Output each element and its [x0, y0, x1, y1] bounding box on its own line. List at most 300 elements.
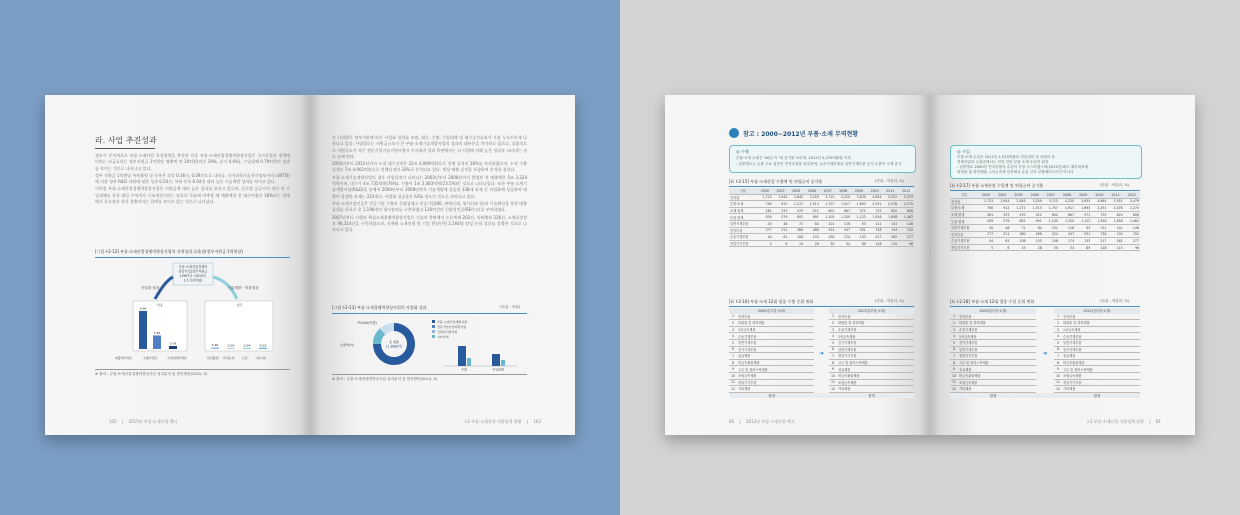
table-cell: 96 [1124, 244, 1140, 251]
rank-industry: 섬유제품 [958, 366, 1036, 373]
rank-number: 6 [729, 346, 737, 353]
table-cell: 735 [1091, 211, 1107, 218]
table-cell: 54 [1059, 244, 1075, 251]
rank-industry: 전자부품 [837, 314, 914, 320]
table-cell: 579 [773, 214, 789, 221]
rank-industry: 고무 및 플라스틱제품 [958, 359, 1036, 366]
bar-4 [227, 348, 235, 349]
table-row [950, 353, 1036, 360]
table-cell: 부품·소재 [950, 205, 978, 212]
bar-value-label: 9.96 [139, 306, 147, 311]
table-cell: 3,635 [851, 194, 867, 201]
table-title: [표 Ⅰ-2-17] 부품·소재산업 수입액 및 연평균비 증가율 [950, 183, 1044, 188]
table-unit: (단위 : 억달러, %) [1100, 299, 1130, 303]
table-cell: 217 [867, 234, 883, 241]
table-row [950, 379, 1036, 386]
footer-title: 2015년 부품·소재산업 백서 [128, 419, 178, 424]
legend-swatch [432, 330, 435, 333]
table-cell: 6 [994, 244, 1010, 251]
rank-industry: 1차금속제품 [737, 326, 814, 333]
table-cell: 부품 합계 [950, 218, 978, 225]
ranking-tables [950, 308, 1140, 398]
table-cell: 72 [1010, 224, 1026, 231]
table-row [1054, 339, 1140, 346]
table-row [729, 227, 914, 234]
table-cell: 93 [1075, 224, 1091, 231]
rank-industry: 정밀기기부품 [837, 353, 914, 360]
table-row [729, 194, 914, 201]
ranking-tables [729, 308, 914, 398]
ranking-table-2000 [729, 314, 814, 393]
page-number: 81 [1155, 419, 1161, 424]
table-cell: 808 [1124, 211, 1140, 218]
footer-title: 2013년 부품·소재산업 백서 [746, 419, 795, 424]
table-header-cell: 2000 [978, 192, 994, 198]
table-cell: 277 [898, 234, 914, 241]
table-cell: 30 [820, 240, 836, 247]
table-row [1054, 386, 1140, 393]
table-cell: 부품 합계 [729, 214, 757, 221]
table-cell: 1,556 [1091, 218, 1107, 225]
table-cell: 174 [835, 234, 851, 241]
import-table [950, 192, 1140, 251]
left-book-right-page [310, 95, 575, 435]
arrow-right-icon: ➜ [818, 349, 825, 357]
rank-industry: 기타제품 [1062, 386, 1140, 393]
rank-industry: 화합물 및 화학제품 [958, 320, 1036, 327]
note-line: 부품·소재 수출은 '00년 이 '에 증가를 보이며, 2012년 2,270억불을 기록 [736, 156, 851, 160]
table-row [950, 211, 1140, 218]
table-row [729, 353, 814, 360]
table-cell: 전산업 [729, 194, 757, 201]
table-cell: 수송기계부품 [729, 234, 757, 241]
table-header-cell: 2005 [1010, 192, 1026, 198]
heading-bullet-icon [729, 128, 739, 138]
table-row [950, 244, 1140, 251]
rank-number: 5 [729, 339, 737, 346]
table-cell: 602 [1043, 211, 1059, 218]
table-cell: 820 [883, 207, 899, 214]
footer-label: Ⅰ-2 부품·소재산업 지원정책 현황 [464, 419, 522, 424]
table-cell: 158 [1043, 238, 1059, 245]
table-row [950, 359, 1036, 366]
table-cell: 602 [820, 207, 836, 214]
table-cell: 128 [867, 240, 883, 247]
table-header-cell: 2008 [835, 188, 851, 194]
table-cell: 2,291 [1091, 205, 1107, 212]
table-cell: 일반기계부품 [950, 224, 978, 231]
table-row [829, 353, 914, 360]
table-cell: 부품·소재 [729, 201, 757, 208]
rank-industry: 전기기계부품 [1062, 346, 1140, 353]
ranking-table-2012 [1054, 314, 1140, 393]
rank-industry: 전기기계부품 [737, 346, 814, 353]
table-row [1054, 320, 1140, 327]
table-cell: 531 [851, 227, 867, 234]
rank-industry: 조립금속제품 [837, 379, 914, 386]
table-title: [표 Ⅰ-2-15] 부품·소재산업 수출액 및 연평균비 증가율 [729, 179, 823, 184]
ranking-total: 합계 [1093, 393, 1101, 398]
table-row [829, 333, 914, 340]
table-cell: 133 [1027, 238, 1043, 245]
table-cell: 1,250 [1059, 218, 1075, 225]
table-header-cell: 2010 [867, 188, 883, 194]
table-cell: 738 [867, 227, 883, 234]
ranking-col-header: 2012년(부품·소재) [1054, 308, 1140, 314]
table-cell: 133 [1075, 238, 1091, 245]
table-row [729, 234, 914, 241]
table-cell: 1,513 [1027, 205, 1043, 212]
table-cell: 1,944 [773, 194, 789, 201]
rank-industry: 1차금속제품 [958, 333, 1036, 340]
table-cell: 1,658 [1108, 218, 1124, 225]
bar-value-label: 0.09 [227, 343, 235, 348]
table-cell: 1,723 [757, 194, 773, 201]
table-row [729, 379, 814, 386]
table-cell: 509 [757, 214, 773, 221]
rank-industry: 수송기계부품 [737, 333, 814, 340]
table-row [729, 207, 914, 214]
table-row [829, 379, 914, 386]
paragraph: 2002년부터 2012년까지 누적 대수실적은 22조 4,909억원으로 전체 실적의 38%를 차지하였으며, 누적 수출실적도 7조 4,902억원으로 전체실적의 33%로 분석되고 있다. 세상 매출 실적을 포함하여 분석한 결과다. [332, 161, 527, 173]
note-title: ◎ 수입 [957, 149, 971, 154]
table-cell: 158 [820, 234, 836, 241]
rank-industry: 비금속광물제품 [837, 372, 914, 379]
rank-number: 5 [950, 339, 958, 346]
table-cell: 1,556 [867, 214, 883, 221]
table-cell: 93 [851, 220, 867, 227]
rank-number: 4 [1054, 333, 1062, 340]
table-cell: 1,707 [1043, 205, 1059, 212]
rank-number: 2 [1054, 320, 1062, 327]
bar-value-label: 0.04 [243, 343, 251, 348]
table-row [1054, 333, 1140, 340]
note-line: - 업종별로는 수출 주요 업종인 전자부품을 비롯하여, 수송기계부품과 일반기계부품 등이 수출이 크게 증가 [736, 162, 902, 166]
group-label: 성과 [236, 303, 242, 307]
table-cell: 정밀기기부품 [950, 244, 978, 251]
table-row [950, 366, 1036, 373]
table-cell: 1,105 [1043, 218, 1059, 225]
table-cell: 1,513 [804, 201, 820, 208]
top-box-line: 향상사업(정부지원금 [178, 269, 208, 274]
rank-number: 11 [830, 380, 836, 385]
bar-import-sub [492, 354, 500, 366]
table-cell: 28 [804, 240, 820, 247]
table-cell: 전산업 [950, 198, 978, 205]
bar-value-label: 0.79 [169, 341, 177, 346]
page-footer: 102 | 2015년 부품·소재산업 백서 [109, 419, 178, 424]
table-row [829, 346, 914, 353]
ranking-col-header: 2000년(부품·소재) [950, 308, 1036, 314]
table-row [729, 386, 814, 393]
table-cell: 2,291 [867, 201, 883, 208]
table-cell: 571 [851, 207, 867, 214]
ranking-total: 합계 [868, 393, 875, 398]
figure-unit: (단위 : 억원) [500, 305, 521, 309]
note-line: - 업종별로 2000년 전자부품의 수입이 가장 두드러졌으며(2012년)에도 제리대표에 [957, 165, 1089, 169]
table-cell: 3,715 [820, 194, 836, 201]
page-footer: Ⅰ-2 부품·소재산업 지원정책 현황 | 81 [1087, 419, 1161, 424]
table-header-cell: 2006 [1027, 192, 1043, 198]
table-cell: 579 [994, 218, 1010, 225]
ranking-table-2012 [829, 314, 914, 393]
table-cell: 115 [1108, 244, 1124, 251]
table-row [950, 224, 1140, 231]
table-row [729, 214, 914, 221]
section-heading: 라. 사업 추진성과 [95, 136, 157, 145]
rank-number: 4 [950, 333, 958, 340]
table-cell: 333 [994, 211, 1010, 218]
table-cell: 509 [978, 218, 994, 225]
table-cell: 702 [898, 227, 914, 234]
table-cell: 5,479 [1124, 198, 1140, 205]
table-rule [729, 186, 914, 187]
rank-number: 10 [830, 373, 836, 378]
rank-number: 6 [1054, 346, 1062, 353]
rank-number: 1 [950, 314, 958, 320]
table-cell: 44 [978, 238, 994, 245]
table-cell: 1,707 [820, 201, 836, 208]
table-row [1054, 326, 1140, 333]
paragraph: 부품·소재기업인증은 인증기업 수출의 신뢰성제고 인증기업(RE, 판매신뢰, 평가신뢰 등)과 기술확산을 통한 매출증대를 목표로 총 1,196개의 평가장비를 구축하였고 130여건의 신뢰성인증(RE마크)을 부여하였다. [332, 200, 527, 213]
rank-number: 9 [829, 366, 837, 373]
bar-export-2 [467, 358, 471, 366]
legend-swatch [432, 335, 435, 338]
table-row [829, 366, 914, 373]
axis-category: 특허등록 [223, 356, 235, 360]
table-header-cell: 2008 [1059, 192, 1075, 198]
table-cell: 28 [1027, 244, 1043, 251]
table-cell: 311 [773, 227, 789, 234]
table-cell: 380 [788, 227, 804, 234]
table-row [1054, 379, 1140, 386]
paragraph: 정부 지원금 1억원당 특허출원 및 등록은 각각 0.36건, 0.09건으로 나타나, 국가과학기술지식정보서비스(NTIS)에 의한 정부 R&D 지원에 대한 성과 0.54건, 특허 등록 0.04건 대비 높은 기술개발 성과를 보이고 있다. [95, 172, 290, 185]
bar-category: 수출 [461, 367, 467, 372]
table-cell: 571 [1075, 211, 1091, 218]
table-cell: 524 [1043, 231, 1059, 238]
rank-number: 5 [829, 339, 837, 346]
table-cell: 2,478 [883, 201, 899, 208]
table-row [829, 372, 914, 379]
table-row [950, 238, 1140, 245]
table-row [829, 359, 914, 366]
paragraph: 정부가 본격적으로 부품·소재산업 육성정책을 추진한 이후 부품·소재산업경쟁력향상사업은 국가산업과 정책에 미치는 파급효과는 정부지원금 1억원당 매출액 약 10억원(비중 19%, 증가 0.9%), 수입대체 0.79억원의 성과를 보이는 것으로 나타나고 있다. [95, 153, 290, 171]
rank-industry: 일반기계부품 [837, 346, 914, 353]
table-cell: 281 [757, 207, 773, 214]
table-cell: 84 [1027, 224, 1043, 231]
table-cell: 2,270 [898, 201, 914, 208]
table-cell: 531 [1075, 231, 1091, 238]
figure-source: ※ 출처 : 부품·소재산업경쟁력향상사업 성과분석 및 발전방안(2015, 3) [95, 372, 208, 376]
page-number: 103 [533, 419, 541, 424]
rank-industry: 전자부품 [958, 314, 1036, 320]
table-row [1054, 359, 1140, 366]
table-row [950, 386, 1036, 393]
table-cell: 121 [1091, 224, 1107, 231]
table-rule [729, 306, 914, 307]
bar-export [458, 346, 466, 366]
table-cell: 174 [1059, 238, 1075, 245]
group-label: 비중 [157, 303, 163, 307]
table-row [950, 198, 1140, 205]
rank-number: 3 [1054, 326, 1062, 333]
figure-source: ※ 출처 : 부품·소재경쟁력향상사업 성과분석 및 발전방안(2015, 3) [332, 377, 438, 381]
figure-title: [그림 Ⅰ-2-12] 부품·소재산업경쟁력향상사업의 지원성과 효율성(정부지원금 1억원당) [95, 249, 243, 254]
table-cell: 3,715 [1043, 198, 1059, 205]
table-cell: 912 [773, 201, 789, 208]
paragraph: 각 사업별로 정부지원에 따른 사업화 성과를 보면, 대수, 수출, 수입대체 및 대수증진효과가 가장 두드러지게 나타나고 있다. 사업별로는 지원금규모가 큰 부품·소재기술개발사업의 성과의 대부분을 차지하고 있으나, 상대적으로 지원규모가 작은 전문기업기술지원사업이 투자대비 성과 측면에서는 타 사업에 비해 높은 성과를 나타내는 점도 눈에 띈다. [332, 135, 527, 159]
table-cell: 802 [788, 214, 804, 221]
table-header-cell: 2011 [883, 188, 899, 194]
rank-industry: 정밀기기부품 [1062, 379, 1140, 386]
bar-1 [153, 335, 161, 349]
table-cell: 738 [1091, 231, 1107, 238]
table-row [950, 205, 1140, 212]
rank-number: 8 [950, 359, 958, 366]
table-cell: 1,693 [851, 201, 867, 208]
table-cell: 522 [804, 207, 820, 214]
table-cell: 912 [994, 205, 1010, 212]
rank-number: 6 [829, 346, 837, 353]
table-row [1054, 372, 1140, 379]
table-cell: 277 [978, 231, 994, 238]
export-table [729, 188, 914, 247]
table-cell: 정밀기기부품 [729, 240, 757, 247]
page-footer: Ⅰ-2 부품·소재산업 지원정책 현황 | 103 [464, 419, 541, 424]
top-box-line: 부품·소재산업경쟁력 [178, 265, 208, 269]
table-row [729, 320, 814, 327]
rank-number: 8 [729, 359, 737, 366]
table-cell: 128 [1091, 244, 1107, 251]
table-cell: 소재 합계 [950, 211, 978, 218]
rank-number: 2 [829, 320, 837, 327]
table-cell: 311 [994, 231, 1010, 238]
table-unit: (단위 : 억달러, %) [1100, 183, 1130, 187]
table-cell: 101 [1043, 224, 1059, 231]
table-cell: 1,122 [1075, 218, 1091, 225]
table-cell: 5,479 [898, 194, 914, 201]
table-cell: 1,272 [1010, 205, 1026, 212]
body-text [95, 153, 290, 205]
table-header-cell: 2012 [1124, 192, 1140, 198]
table-cell: 96 [898, 240, 914, 247]
rank-number: 11 [951, 380, 957, 385]
bar-value-label: 3.56 [153, 330, 161, 335]
table-cell: 1,723 [978, 198, 994, 205]
rank-number: 3 [950, 326, 958, 333]
table-cell: 108 [1010, 238, 1026, 245]
table-cell: 수송기계부품 [950, 238, 978, 245]
rank-industry: 정밀기기부품 [737, 379, 814, 386]
table-cell: 133 [851, 234, 867, 241]
table-cell: 281 [978, 211, 994, 218]
table-row [729, 326, 814, 333]
rank-number: 3 [729, 326, 737, 333]
rank-number: 11 [1055, 380, 1061, 385]
table-cell: 전자부품 [950, 231, 978, 238]
bar-2 [169, 346, 177, 349]
table-header-cell: 구분 [729, 188, 757, 194]
legend-swatch [432, 320, 435, 323]
rank-number: 9 [729, 366, 737, 373]
efficiency-figure [95, 259, 290, 367]
table-row [950, 372, 1036, 379]
table-row [1054, 353, 1140, 360]
rank-number: 1 [729, 314, 737, 320]
table-cell: 991 [804, 214, 820, 221]
table-cell: 54 [835, 240, 851, 247]
table-cell: 1,250 [835, 214, 851, 221]
rank-industry: 화합물 및 화학제품 [837, 320, 914, 327]
table-cell: 전자부품 [729, 227, 757, 234]
rank-industry: 화합물 및 화학제품 [1062, 320, 1140, 327]
table-cell: 2,845 [788, 194, 804, 201]
table-header-cell: 2003 [773, 188, 789, 194]
table-cell: 133 [804, 234, 820, 241]
figure-title: [그림 Ⅰ-2-13] 부품·소재경쟁력향상사업의 사업화 성과 [332, 305, 427, 310]
top-box-line: (1997년~2015년 [179, 274, 207, 278]
left-group-label: 사업화 성과 [140, 286, 160, 290]
rank-industry: 섬유제품 [737, 353, 814, 360]
rank-number: 3 [829, 326, 837, 333]
rank-industry: 고무 및 플라스틱제품 [737, 366, 814, 373]
rank-industry: 조립금속제품 [737, 372, 814, 379]
table-cell: 262 [1108, 238, 1124, 245]
rank-number: 4 [829, 333, 837, 340]
figure-rule [332, 313, 527, 314]
table-cell: 486 [804, 227, 820, 234]
bar-6 [259, 348, 267, 349]
rank-number: 2 [729, 320, 737, 327]
table-header-cell: 2009 [851, 188, 867, 194]
rank-industry: 전기기계부품 [837, 339, 914, 346]
table-row [829, 339, 914, 346]
rank-number: 10 [730, 373, 736, 378]
table-header-cell: 2007 [820, 188, 836, 194]
ranking-total: 합계 [768, 393, 775, 398]
rank-industry: 화합물 및 화학제품 [737, 320, 814, 327]
table-row [729, 220, 914, 227]
note-line: 화학물 및 화학제품, 1차금속에 업종에서 수입 규모 부합에버크기가 아니다 [957, 170, 1074, 174]
rank-number: 10 [951, 373, 957, 378]
rank-number: 2 [950, 320, 958, 327]
table-cell: 5 [978, 244, 994, 251]
table-header-cell: 2009 [1075, 192, 1091, 198]
rank-number: 9 [1054, 366, 1062, 373]
rank-number: 7 [829, 353, 837, 360]
table-cell: 547 [835, 227, 851, 234]
table-cell: 802 [1010, 218, 1026, 225]
heading-underline [95, 148, 155, 149]
table-cell: 121 [867, 220, 883, 227]
bar-category: 수입대체 [492, 367, 504, 372]
table-cell: 148 [898, 220, 914, 227]
rank-industry: 섬유제품 [1062, 353, 1140, 360]
table-cell: 48 [773, 220, 789, 227]
legend-item: 기타사업 [437, 334, 449, 339]
rank-industry: 전자부품 [737, 314, 814, 320]
rank-industry: 비금속광물제품 [958, 372, 1036, 379]
table-cell: 744 [883, 227, 899, 234]
rank-number: 12 [830, 386, 836, 391]
rank-number: 1 [1054, 314, 1062, 320]
table-cell: 4,664 [1091, 198, 1107, 205]
rank-industry: 일반기계부품 [958, 346, 1036, 353]
rank-industry: 조립금속제품 [958, 379, 1036, 386]
table-cell: 547 [1059, 231, 1075, 238]
table-cell: 991 [1027, 218, 1043, 225]
table-header-cell: 2006 [804, 188, 820, 194]
